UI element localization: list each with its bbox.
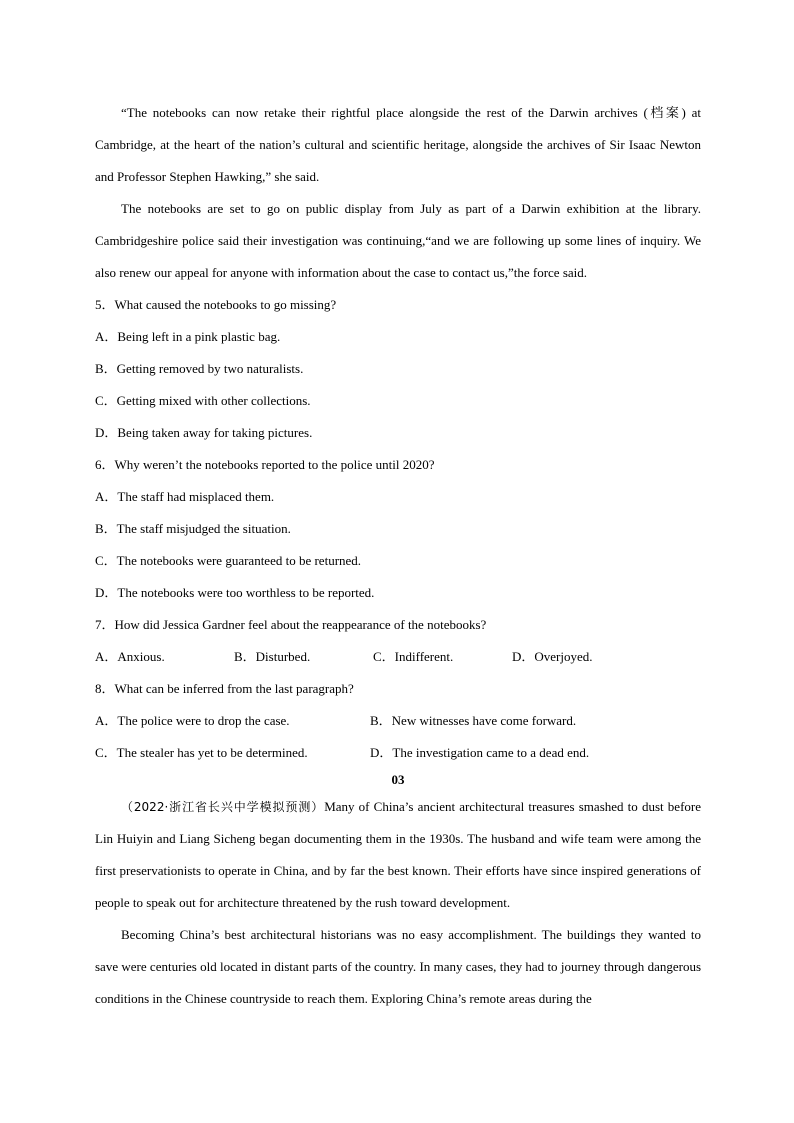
answer-options-row bbox=[95, 737, 701, 769]
answer-option: C．Indifferent. bbox=[373, 649, 454, 664]
passage-paragraph: The notebooks are set to go on public display from July as part of a Darwin exhibition at the library. Cambridgeshire police said their investigation was continuing,“and we are following up some lines of inquiry. We also renew our appeal for anyone with information about the case to contact us,”the force said. bbox=[95, 201, 701, 280]
answer-option: C．Getting mixed with other collections. bbox=[95, 393, 311, 408]
answer-option: A．The staff had misplaced them. bbox=[95, 489, 275, 504]
paragraph-text: Many of China’s ancient architectural treasures smashed to dust before Lin Huiyin and Liang Sicheng began documenting them in the 1930s. The husband and wife team were among the first preservationists to operate in China, and by far the best known. Their efforts have since inspired generations of people to speak out for architecture threatened by the rush toward development. bbox=[95, 799, 701, 910]
answer-option: A．Being left in a pink plastic bag. bbox=[95, 329, 281, 344]
passage-paragraph bbox=[95, 791, 701, 919]
source-citation: （2022·浙江省长兴中学模拟预测） bbox=[121, 800, 325, 814]
answer-option: D．The investigation came to a dead end. bbox=[370, 745, 590, 760]
answer-option: A．The police were to drop the case. bbox=[95, 713, 290, 728]
answer-option: B．The staff misjudged the situation. bbox=[95, 521, 291, 536]
question-stem: 5．What caused the notebooks to go missing? bbox=[95, 297, 337, 312]
answer-option: B．New witnesses have come forward. bbox=[370, 713, 577, 728]
passage-paragraph: “The notebooks can now retake their rightful place alongside the rest of the Darwin archives (档案) at Cambridge, at the heart of the nation’s cultural and scientific heritage, alongside the archives of Sir Isaac Newton and Professor Stephen Hawking,” she said. bbox=[95, 105, 701, 184]
question-stem: 7．How did Jessica Gardner feel about the reappearance of the notebooks? bbox=[95, 617, 487, 632]
answer-option: C．The notebooks were guaranteed to be returned. bbox=[95, 553, 362, 568]
answer-option: A．Anxious. bbox=[95, 649, 165, 664]
document-page bbox=[95, 97, 701, 1015]
answer-option: D．Being taken away for taking pictures. bbox=[95, 425, 313, 440]
answer-option: D．The notebooks were too worthless to be reported. bbox=[95, 585, 375, 600]
passage-paragraph: Becoming China’s best architectural historians was no easy accomplishment. The buildings they wanted to save were centuries old located in distant parts of the country. In many cases, they had to journey through dangerous conditions in the Chinese countryside to reach them. Exploring China’s remote areas during the bbox=[95, 927, 701, 1006]
question-stem: 6．Why weren’t the notebooks reported to the police until 2020? bbox=[95, 457, 435, 472]
section-number: 03 bbox=[391, 772, 405, 787]
answer-options-row bbox=[95, 705, 701, 737]
answer-option: D．Overjoyed. bbox=[512, 649, 593, 664]
answer-options-row bbox=[95, 641, 701, 673]
answer-option: C．The stealer has yet to be determined. bbox=[95, 745, 308, 760]
answer-option: B．Disturbed. bbox=[234, 649, 311, 664]
answer-option: B．Getting removed by two naturalists. bbox=[95, 361, 304, 376]
question-stem: 8．What can be inferred from the last paragraph? bbox=[95, 681, 354, 696]
